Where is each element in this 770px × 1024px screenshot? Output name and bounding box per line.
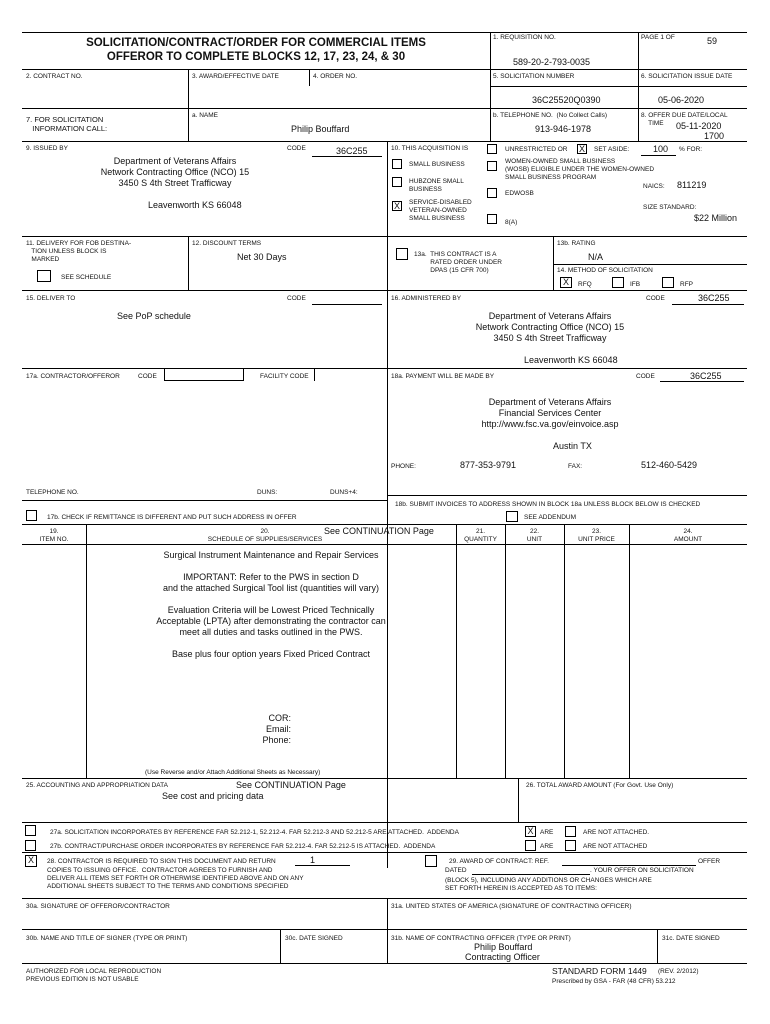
29-dated: DATED (445, 867, 467, 874)
issued-by-line: Department of Veterans Affairs (113, 156, 237, 166)
naics-code: 811219 (677, 180, 707, 190)
administered-line: Department of Veterans Affairs (488, 311, 612, 321)
27b-checkbox[interactable] (25, 840, 36, 851)
total-award-label: 26. TOTAL AWARD AMOUNT (For Govt. Use Only) (526, 782, 674, 789)
discount-terms-label: 12. DISCOUNT TERMS (192, 240, 262, 247)
form-title (22, 36, 490, 64)
offer-due-label: 8. OFFER DUE DATE/LOCAL TIME (641, 112, 728, 127)
issued-by-line: 3450 S 4th Street Trafficway (118, 178, 232, 188)
naics-label: NAICS: (643, 183, 665, 190)
col-line (309, 69, 310, 86)
wosb-checkbox[interactable] (487, 161, 497, 171)
code-underline (312, 304, 382, 305)
offer-due-date: 05-11-2020 (676, 121, 722, 131)
8a-checkbox[interactable] (487, 214, 497, 224)
schedule-line: Acceptable (LPTA) after demonstrating the contractor can (156, 616, 386, 626)
page-label: PAGE 1 OF (641, 34, 675, 41)
row-line (553, 264, 747, 265)
col-line (387, 898, 388, 963)
administered-city: Leavenworth KS 66048 (524, 355, 618, 365)
27a-are-not-label: ARE NOT ATTACHED. (583, 829, 650, 836)
administered-code-label: CODE (646, 295, 665, 302)
col-line (280, 929, 281, 963)
remittance-checkbox[interactable] (26, 510, 37, 521)
col-line (518, 778, 519, 822)
form-revision: (REV. 2/2012) (658, 968, 699, 975)
28-text-cont: COPIES TO ISSUING OFFICE. CONTRACTOR AGREES TO FURNISH AND DELIVER ALL ITEMS SET FORTH OR OTHERWISE IDENTIFIED ABOVE AND ON ANY ADDITIONAL SHEETS SUBJECT TO THE TERMS AND CONDITIONS SPECIFIED (47, 867, 304, 890)
payment-line: http://www.fsc.va.gov/einvoice.asp (481, 419, 619, 429)
see-schedule-checkbox[interactable] (37, 270, 51, 282)
hubzone-checkbox[interactable] (392, 177, 402, 187)
small-business-label: SMALL BUSINESS (409, 161, 465, 168)
unrestricted-label: UNRESTRICTED OR (505, 146, 568, 153)
administered-address (420, 311, 680, 344)
29-offer: OFFER (698, 858, 721, 865)
schedule-line: and the attached Surgical Tool list (quantities will vary) (163, 583, 379, 593)
schedule-line: meet all duties and tasks outlined in the PWS. (179, 627, 363, 637)
sdvosb-checkbox[interactable]: X (393, 201, 400, 211)
sdvosb-label: SERVICE-DISABLED VETERAN-OWNED SMALL BUSINESS (409, 199, 472, 222)
requisition-label: 1. REQUISITION NO. (493, 34, 556, 41)
set-aside-checkbox[interactable]: X (578, 144, 585, 154)
contractor-code-field[interactable] (164, 369, 244, 381)
small-business-checkbox[interactable] (392, 159, 402, 169)
30a-label: 30a. SIGNATURE OF OFFEROR/CONTRACTOR (26, 903, 170, 910)
see-addendum-label: SEE ADDENDUM (524, 514, 577, 521)
31a-label: 31a. UNITED STATES OF AMERICA (SIGNATURE OF CONTRACTING OFFICER) (391, 903, 632, 910)
27a-label: 27a. SOLICITATION INCORPORATES BY REFERENCE FAR 52.212-1, 52.212-4. FAR 52.212-3 AND 52.212-5 ARE ATTACHED. ADDENDA (50, 829, 459, 836)
8a-label: 8(A) (505, 219, 518, 226)
row-line (22, 852, 747, 853)
col-line (188, 236, 189, 290)
duns4-label: DUNS+4: (330, 489, 358, 496)
schedule-continuation: See CONTINUATION Page (324, 526, 434, 536)
delivery-fob-label: 11. DELIVERY FOR FOB DESTINA- TION UNLESS BLOCK IS MARKED (26, 240, 132, 263)
accounting-label: 25. ACCOUNTING AND APPROPRIATION DATA (26, 782, 168, 789)
accounting-continuation: See CONTINUATION Page (236, 780, 346, 790)
issued-by-line: Network Contracting Office (NCO) 15 (100, 167, 250, 177)
col-line (553, 236, 554, 290)
unrestricted-checkbox[interactable] (487, 144, 497, 154)
payment-address (420, 397, 680, 430)
29-dated-underline (472, 874, 590, 875)
discount-terms: Net 30 Days (237, 252, 287, 262)
row-line (22, 929, 747, 930)
contractor-telephone-label: TELEPHONE NO. (26, 489, 79, 496)
accounting-value: See cost and pricing data (162, 791, 264, 801)
contractor-label: 17a. CONTRACTOR/OFFEROR (26, 373, 120, 380)
col-line (188, 69, 189, 141)
info-call-label: 7. FOR SOLICITATION INFORMATION CALL: (26, 115, 108, 133)
payment-line: Department of Veterans Affairs (488, 397, 612, 407)
col-line (629, 524, 630, 778)
rfp-label: RFP (680, 281, 693, 288)
facility-code-label: FACILITY CODE (260, 373, 309, 380)
percent-for-label: % FOR: (679, 146, 703, 153)
form-title-line1: SOLICITATION/CONTRACT/ORDER FOR COMMERCIAL ITEMS (86, 37, 426, 49)
row-line (22, 290, 747, 291)
contracting-officer-name: Philip Bouffard (474, 942, 533, 952)
set-aside-label: SET ASIDE: (594, 146, 630, 153)
edwosb-label: EDWOSB (505, 190, 534, 197)
item-no-header: 19. ITEM NO. (39, 528, 69, 543)
unit-price-header: 23. UNIT PRICE (578, 528, 615, 543)
code-underline (312, 156, 382, 157)
page-total: 59 (707, 36, 718, 46)
code-underline (660, 381, 744, 382)
award-date-label: 3. AWARD/EFFECTIVE DATE (192, 73, 279, 80)
issue-date: 05-06-2020 (658, 95, 705, 105)
row-line (22, 141, 747, 142)
solicitation-number-label: 5. SOLICITATION NUMBER (493, 73, 575, 80)
30c-label: 30c. DATE SIGNED (285, 935, 343, 942)
submit-invoices-label: 18b. SUBMIT INVOICES TO ADDRESS SHOWN IN BLOCK 18a UNLESS BLOCK BELOW IS CHECKED (395, 501, 701, 508)
set-aside-percent: 100 (653, 144, 669, 154)
administered-by-label: 16. ADMINISTERED BY (391, 295, 462, 302)
name-label: a. NAME (192, 112, 219, 119)
rating-label: 13b. RATING (557, 240, 596, 247)
form-bottom-border (22, 963, 747, 964)
27a-are-not-checkbox[interactable] (565, 826, 576, 837)
row-line (387, 495, 747, 496)
col-line (564, 524, 565, 778)
fax-label: FAX: (568, 463, 583, 470)
31b-label: 31b. NAME OF CONTRACTING OFFICER (TYPE OR PRINT) (391, 935, 571, 942)
schedule-line: Evaluation Criteria will be Lowest Priced Technically (167, 605, 375, 615)
see-schedule-label: SEE SCHEDULE (61, 274, 112, 281)
ifb-checkbox[interactable] (612, 277, 624, 288)
row-line (22, 500, 387, 501)
row-line (22, 778, 747, 779)
size-standard: $22 Million (694, 213, 738, 223)
col-line (505, 524, 506, 778)
solicitation-number: 36C25520Q0390 (532, 95, 601, 105)
row-line (490, 86, 747, 87)
payment-code: 36C255 (690, 371, 722, 381)
size-standard-label: SIZE STANDARD: (643, 204, 697, 211)
schedule-description (86, 550, 456, 660)
rfq-label: RFQ (578, 281, 592, 288)
ifb-label: IFB (630, 281, 641, 288)
administered-line: 3450 S 4th Street Trafficway (493, 333, 607, 343)
29-text: 29. AWARD OF CONTRACT: REF. (449, 858, 549, 865)
issued-by-city: Leavenworth KS 66048 (148, 200, 242, 210)
code-underline (672, 304, 744, 305)
footer-left: AUTHORIZED FOR LOCAL REPRODUCTION PREVIOUS EDITION IS NOT USABLE (26, 968, 162, 983)
deliver-to-code-label: CODE (287, 295, 306, 302)
row-line (22, 544, 747, 545)
payment-code-label: CODE (636, 373, 655, 380)
edwosb-checkbox[interactable] (487, 188, 497, 198)
28-text: 28. CONTRACTOR IS REQUIRED TO SIGN THIS DOCUMENT AND RETURN (47, 858, 276, 865)
payment-line: Financial Services Center (498, 408, 602, 418)
form-number: STANDARD FORM 1449 (552, 966, 647, 976)
rfq-checkbox[interactable]: X (560, 277, 572, 288)
fax-number: 512-460-5429 (641, 460, 698, 470)
wosb-label: WOMEN-OWNED SMALL BUSINESS (WOSB) ELIGIBLE UNDER THE WOMEN-OWNED SMALL BUSINESS PROGRAM (505, 158, 655, 181)
schedule-footnote: (Use Reverse and/or Attach Additional Sheets as Necessary) (145, 769, 321, 776)
contracting-officer-title: Contracting Officer (465, 952, 540, 962)
deliver-to-label: 15. DELIVER TO (26, 295, 76, 302)
hubzone-label: HUBZONE SMALL BUSINESS (409, 178, 464, 193)
rfp-checkbox[interactable] (662, 277, 674, 288)
schedule-line: Base plus four option years Fixed Priced Contract (171, 649, 371, 659)
requisition-number: 589-20-2-793-0035 (513, 57, 591, 67)
28-checkbox[interactable]: X (25, 855, 37, 867)
col-line (456, 524, 457, 778)
schedule-line (86, 594, 456, 605)
copies-underline (295, 865, 350, 866)
issued-by-label: 9. ISSUED BY (26, 145, 68, 152)
cor-contact: COR: Email: Phone: (262, 713, 291, 745)
28-copies: 1 (310, 855, 316, 865)
amount-header: 24. AMOUNT (673, 528, 703, 543)
row-line (22, 822, 747, 823)
29-checkbox[interactable] (425, 855, 437, 867)
col-line (638, 32, 639, 141)
method-label: 14. METHOD OF SOLICITATION (557, 267, 653, 274)
telephone-number: 913-946-1978 (535, 124, 592, 134)
remittance-label: 17b. CHECK IF REMITTANCE IS DIFFERENT AND PUT SUCH ADDRESS IN OFFER (47, 514, 297, 521)
row-line (22, 236, 747, 237)
facility-code-field[interactable] (314, 369, 385, 381)
row-line (22, 898, 747, 899)
phone-number: 877-353-9791 (460, 460, 517, 470)
payment-city: Austin TX (553, 441, 592, 451)
27b-are-not-checkbox[interactable] (565, 840, 576, 851)
schedule-line (86, 638, 456, 649)
rated-order-label: 13a. THIS CONTRACT IS A RATED ORDER UNDER DPAS (15 CFR 700) (414, 251, 502, 274)
col-line (387, 141, 388, 868)
27a-are-label: ARE (540, 829, 554, 836)
issued-by-code: 36C255 (336, 146, 368, 156)
issued-by-code-label: CODE (287, 145, 306, 152)
30b-label: 30b. NAME AND TITLE OF SIGNER (TYPE OR PRINT) (26, 935, 188, 942)
quantity-header: 21. QUANTITY (464, 528, 497, 543)
31c-label: 31c. DATE SIGNED (662, 935, 720, 942)
27b-are-label: ARE (540, 843, 554, 850)
form-title-line2: OFFEROR TO COMPLETE BLOCKS 12, 17, 23, 24, & 30 (106, 51, 406, 63)
contractor-code-label: CODE (138, 373, 157, 380)
duns-label: DUNS: (257, 489, 278, 496)
telephone-label: b. TELEPHONE NO. (No Collect Calls) (493, 112, 608, 119)
29-dated-cont: . YOUR OFFER ON SOLICITATION (590, 867, 694, 874)
schedule-line: IMPORTANT: Refer to the PWS in section D (183, 572, 359, 582)
29-text-cont: (BLOCK 5), INCLUDING ANY ADDITIONS OR CHANGES WHICH ARE SET FORTH HEREIN IS ACCEPTED AS TO ITEMS: (445, 877, 652, 892)
contact-name: Philip Bouffard (291, 124, 350, 134)
issue-date-label: 6. SOLICITATION ISSUE DATE (641, 73, 733, 80)
see-addendum-checkbox[interactable] (506, 511, 518, 522)
percent-underline (641, 155, 676, 156)
col-line (657, 929, 658, 963)
offer-due-time: 1700 (704, 131, 725, 141)
order-no-label: 4. ORDER NO. (313, 73, 358, 80)
27b-are-checkbox[interactable] (525, 840, 536, 851)
29-ref-underline (562, 865, 696, 866)
27a-are-checkbox[interactable]: X (525, 826, 536, 837)
schedule-header: 20. SCHEDULE OF SUPPLIES/SERVICES (207, 528, 323, 543)
col-line (490, 32, 491, 141)
27b-label: 27b. CONTRACT/PURCHASE ORDER INCORPORATES BY REFERENCE FAR 52.212-4. FAR 52.212-5 IS ATTACHED. ADDENDA (50, 843, 436, 850)
deliver-to-value: See PoP schedule (117, 311, 191, 321)
phone-label: PHONE: (391, 463, 416, 470)
acquisition-label: 10. THIS ACQUISITION IS (391, 145, 469, 152)
rating-value: N/A (588, 252, 604, 262)
27b-are-not-label: ARE NOT ATTACHED (583, 843, 648, 850)
issued-by-address (60, 156, 290, 189)
row-line (22, 524, 747, 525)
rated-order-checkbox[interactable] (396, 248, 408, 260)
payment-by-label: 18a. PAYMENT WILL BE MADE BY (391, 373, 495, 380)
27a-checkbox[interactable] (25, 825, 36, 836)
unit-header: 22. UNIT (526, 528, 543, 543)
schedule-line (86, 561, 456, 572)
schedule-line: Surgical Instrument Maintenance and Repair Services (163, 550, 379, 560)
administered-line: Network Contracting Office (NCO) 15 (475, 322, 625, 332)
contract-no-label: 2. CONTRACT NO. (26, 73, 83, 80)
administered-code: 36C255 (698, 293, 730, 303)
form-prescribed: Prescribed by GSA - FAR (48 CFR) 53.212 (552, 978, 676, 985)
